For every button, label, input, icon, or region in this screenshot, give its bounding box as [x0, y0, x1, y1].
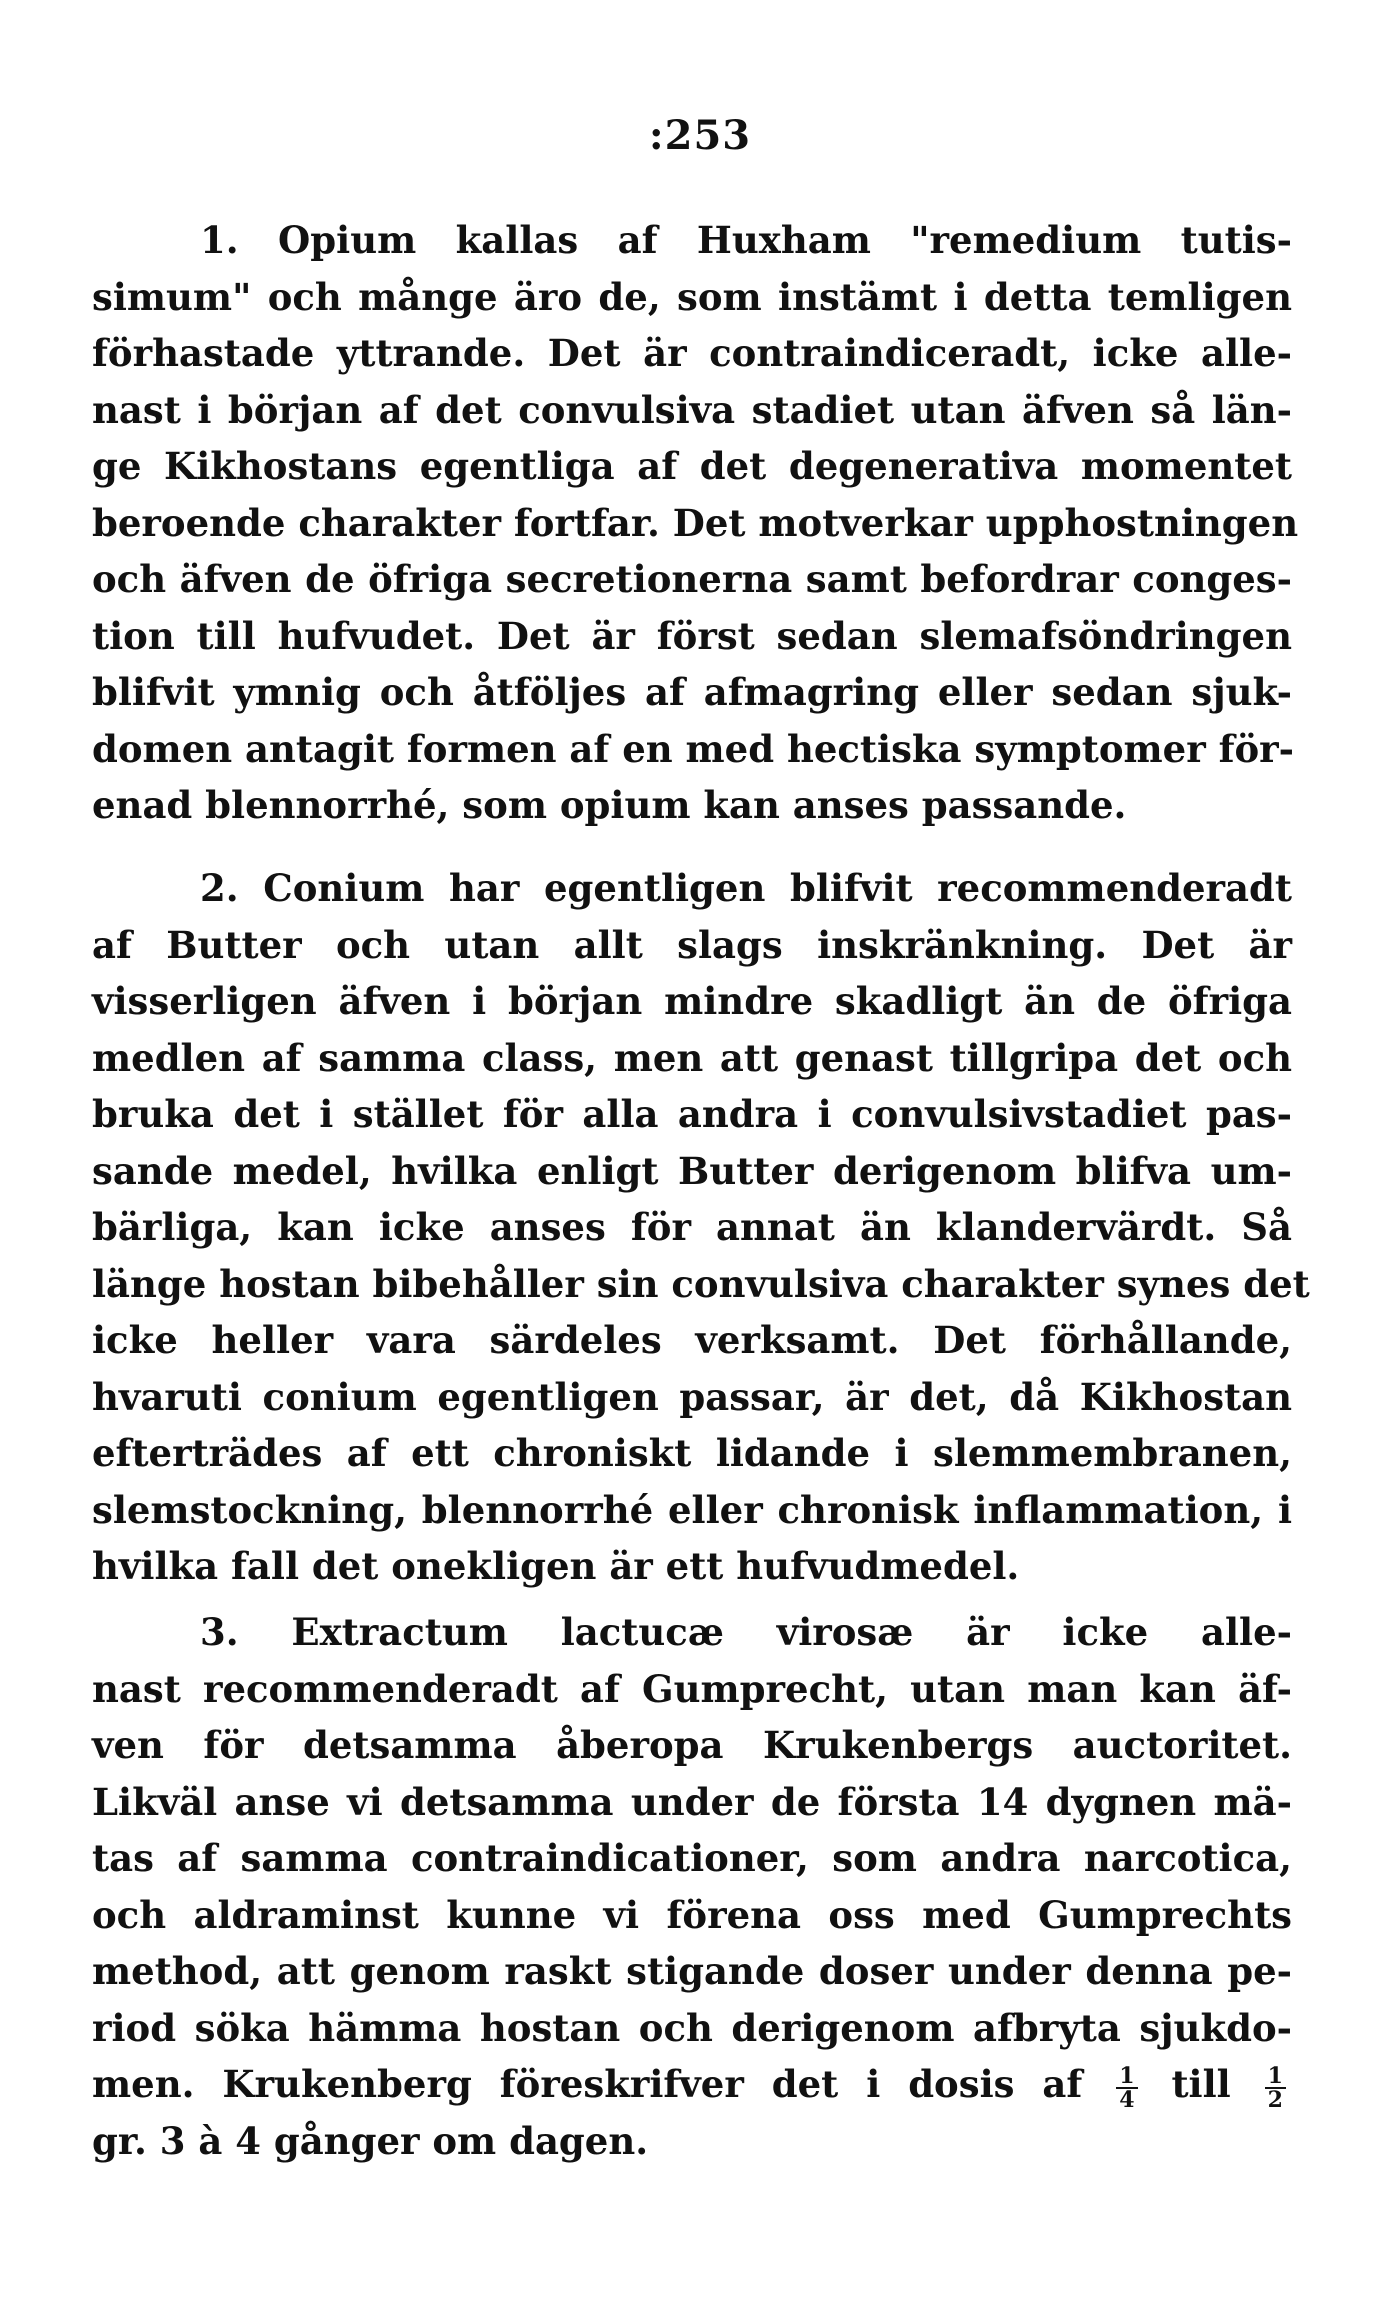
text-line: riod söka hämma hostan och derigenom afbryta sjukdo- — [92, 2005, 1292, 2050]
fraction-half — [1265, 2062, 1286, 2113]
text-line: bärliga, kan icke anses för annat än klandervärdt. Så — [92, 1205, 1292, 1249]
dose-text: men. Krukenberg föreskrifver det i dosis af — [92, 2062, 1083, 2106]
text-line: 1. Opium kallas af Huxham "remedium tutis- — [200, 218, 1292, 262]
text-line: hvaruti conium egentligen passar, är det, då Kikhostan — [92, 1374, 1292, 1419]
text-line: medlen af samma class, men att genast tillgripa det och — [92, 1035, 1292, 1080]
text-line: 2. Conium har egentligen blifvit recommenderadt — [200, 866, 1292, 910]
text-line: icke heller vara särdeles verksamt. Det förhållande, — [92, 1318, 1292, 1362]
paragraph-opium — [92, 212, 1299, 834]
page-number: :253 — [648, 112, 752, 159]
text-line: visserligen äfven i början mindre skadligt än de öfriga — [92, 979, 1292, 1023]
text-line: beroende charakter fortfar. Det motverkar upphostningen — [92, 500, 1299, 545]
fraction-denominator: 2 — [1267, 2086, 1283, 2113]
paragraph-lactuca — [92, 1604, 1292, 2169]
text-line: bruka det i stället för alla andra i convulsivstadiet pas- — [92, 1092, 1292, 1136]
fraction-denominator: 4 — [1119, 2086, 1135, 2113]
text-line: sande medel, hvilka enligt Butter derigenom blifva um- — [92, 1148, 1292, 1193]
dose-between-word: till — [1171, 2062, 1231, 2106]
text-line: hvilka fall det onekligen är ett hufvudmedel. — [92, 1544, 1020, 1588]
text-line: nast recommenderadt af Gumprecht, utan man kan äf- — [92, 1666, 1292, 1711]
dose-line — [92, 2056, 1292, 2113]
text-line: förhastade yttrande. Det är contraindiceradt, icke alle- — [92, 331, 1292, 375]
text-line: domen antagit formen af en med hectiska symptomer för- — [92, 726, 1295, 771]
text-line: gr. 3 à 4 gånger om dagen. — [92, 2118, 649, 2163]
fraction-numerator: 1 — [1116, 2065, 1137, 2089]
text-line: tion till hufvudet. Det är först sedan slemafsöndringen — [92, 613, 1292, 658]
text-line: nast i början af det convulsiva stadiet utan äfven så län- — [92, 387, 1292, 432]
paragraph-conium — [92, 860, 1310, 1595]
text-line: method, att genom raskt stigande doser under denna pe- — [92, 1949, 1292, 1993]
text-line: och äfven de öfriga secretionerna samt befordrar conges- — [92, 557, 1292, 601]
text-line: länge hostan bibehåller sin convulsiva charakter synes det — [92, 1261, 1310, 1306]
fraction-quarter — [1116, 2062, 1137, 2113]
text-line: af Butter och utan allt slags inskränkning. Det är — [92, 922, 1292, 967]
text-line: simum" och månge äro de, som instämt i detta temligen — [92, 274, 1292, 319]
text-line: och aldraminst kunne vi förena oss med Gumprechts — [92, 1892, 1292, 1937]
text-line: 3. Extractum lactucæ virosæ är icke alle- — [200, 1610, 1292, 1654]
text-line: Likväl anse vi detsamma under de första 14 dygnen mä- — [92, 1779, 1292, 1824]
text-line: ge Kikhostans egentliga af det degenerativa momentet — [92, 444, 1292, 488]
text-line: blifvit ymnig och åtföljes af afmagring eller sedan sjuk- — [92, 670, 1292, 714]
text-line: tas af samma contraindicationer, som andra narcotica, — [92, 1836, 1292, 1880]
text-line: efterträdes af ett chroniskt lidande i slemmembranen, — [92, 1431, 1292, 1475]
fraction-numerator: 1 — [1265, 2065, 1286, 2089]
text-line: slemstockning, blennorrhé eller chronisk inflammation, i — [92, 1487, 1292, 1532]
text-line: enad blennorrhé, som opium kan anses passande. — [92, 783, 1127, 827]
text-line: ven för detsamma åberopa Krukenbergs auctoritet. — [92, 1723, 1292, 1767]
